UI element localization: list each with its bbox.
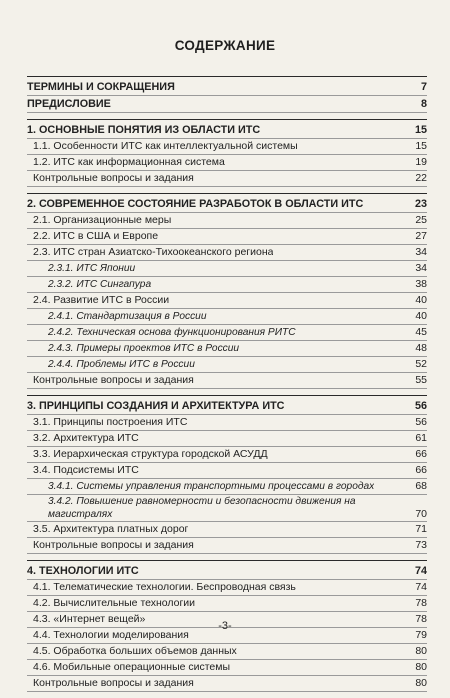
toc-entry-title: 4.5. Обработка больших объемов данных xyxy=(33,645,237,657)
toc-entry-page: 74 xyxy=(414,565,427,577)
toc-entry-title: 1.1. Особенности ИТС как интеллектуальной системы xyxy=(33,140,298,152)
toc-section-entry[interactable] xyxy=(27,229,427,245)
toc-section-entry[interactable] xyxy=(27,447,427,463)
leader-fill xyxy=(153,288,413,289)
leader-fill xyxy=(209,320,414,321)
toc-entry-page: 70 xyxy=(415,508,427,520)
toc-entry-title: 4.1. Телематические технологии. Беспроводная связь xyxy=(33,581,296,593)
toc-entry-title: 3.4.2. Повышение равномерности и безопасности движения на магистралях xyxy=(48,496,356,520)
leader-fill xyxy=(196,182,413,183)
toc-section-entry[interactable] xyxy=(27,155,427,171)
toc-section-entry[interactable] xyxy=(27,245,427,261)
page-number: -3- xyxy=(218,620,232,632)
page-title: СОДЕРЖАНИЕ xyxy=(174,38,276,53)
toc-section-entry[interactable] xyxy=(27,463,427,479)
toc-subsection-entry[interactable] xyxy=(27,309,427,325)
toc-entry-page: 73 xyxy=(415,539,427,551)
leader-fill xyxy=(286,410,413,411)
leader-fill xyxy=(376,490,413,491)
toc-entry-title: Контрольные вопросы и задания xyxy=(33,374,194,386)
toc-entry-page: 68 xyxy=(415,480,427,492)
toc-section-entry[interactable] xyxy=(27,293,427,309)
toc-entry-title: Контрольные вопросы и задания xyxy=(33,172,194,184)
toc-entry-page: 15 xyxy=(415,140,427,152)
toc-section-entry[interactable] xyxy=(27,213,427,229)
toc-entry-page: 71 xyxy=(415,523,427,535)
toc-entry-page: 80 xyxy=(415,645,427,657)
toc-entry-title: 2.4.1. Стандартизация в России xyxy=(48,311,207,322)
toc-entry-title: 4.4. Технологии моделирования xyxy=(33,629,189,641)
toc-entry-page: 61 xyxy=(415,432,427,444)
toc-section-entry[interactable] xyxy=(27,373,427,389)
toc-subsection-entry[interactable] xyxy=(27,495,427,522)
toc-section-entry[interactable] xyxy=(27,538,427,554)
leader-fill xyxy=(270,458,414,459)
toc-chapter-entry[interactable] xyxy=(27,79,427,96)
toc-entry-title: 3.2. Архитектура ИТС xyxy=(33,432,139,444)
toc-entry-title: 2.3.2. ИТС Сингапура xyxy=(48,279,152,290)
toc-entry-page: 56 xyxy=(414,400,427,412)
toc-entry-title: Контрольные вопросы и задания xyxy=(33,539,194,551)
toc-chapter-entry[interactable] xyxy=(27,96,427,113)
leader-fill xyxy=(196,549,413,550)
toc-section-entry[interactable] xyxy=(27,522,427,538)
leader-fill xyxy=(298,591,413,592)
toc-section xyxy=(27,76,427,117)
toc-entry-title: 3. ПРИНЦИПЫ СОЗДАНИЯ И АРХИТЕКТУРА ИТС xyxy=(27,400,285,412)
toc-subsection-entry[interactable] xyxy=(27,325,427,341)
leader-fill xyxy=(197,607,413,608)
leader-fill xyxy=(300,150,414,151)
toc-entry-title: 3.4.1. Системы управления транспортными процессами в городах xyxy=(48,481,375,492)
toc-entry-page: 78 xyxy=(415,613,427,625)
toc-entry-page: 56 xyxy=(415,416,427,428)
leader-fill xyxy=(173,224,413,225)
toc-subsection-entry[interactable] xyxy=(27,341,427,357)
toc-entry-page: 34 xyxy=(415,262,427,274)
leader-fill xyxy=(196,384,413,385)
leader-fill xyxy=(275,256,413,257)
toc-entry-page: 66 xyxy=(415,464,427,476)
toc-entry-page: 55 xyxy=(415,374,427,386)
toc-entry-page: 15 xyxy=(414,124,427,136)
toc-entry-title: 3.5. Архитектура платных дорог xyxy=(33,523,189,535)
toc-entry-title: 4.3. «Интернет вещей» xyxy=(33,613,146,625)
toc-entry-title: 3.4. Подсистемы ИТС xyxy=(33,464,139,476)
toc-entry-page: 7 xyxy=(420,81,427,93)
leader-fill xyxy=(141,474,413,475)
toc-entry-title: 1.2. ИТС как информационная система xyxy=(33,156,225,168)
toc-entry-page: 52 xyxy=(415,358,427,370)
leader-fill xyxy=(196,687,413,688)
toc-chapter-entry[interactable] xyxy=(27,398,427,415)
toc-entry-page: 66 xyxy=(415,448,427,460)
toc-entry-title: 2.4.3. Примеры проектов ИТС в России xyxy=(48,343,240,354)
leader-fill xyxy=(113,108,419,109)
toc-section-entry[interactable] xyxy=(27,580,427,596)
toc-section xyxy=(27,119,427,191)
leader-fill xyxy=(239,655,414,656)
toc-entry-page: 78 xyxy=(415,597,427,609)
leader-fill xyxy=(409,517,413,518)
toc-entry-title: 1. ОСНОВНЫЕ ПОНЯТИЯ ИЗ ОБЛАСТИ ИТС xyxy=(27,124,261,136)
toc-entry-title: Контрольные вопросы и задания xyxy=(33,677,194,689)
toc-section-entry[interactable] xyxy=(27,415,427,431)
leader-fill xyxy=(137,272,413,273)
toc-section-entry[interactable] xyxy=(27,596,427,612)
toc-entry-page: 79 xyxy=(415,629,427,641)
toc-entry-title: 2.3.1. ИТС Японии xyxy=(48,263,136,274)
toc-entry-title: 2.4.4. Проблемы ИТС в России xyxy=(48,359,195,370)
toc-section-entry[interactable] xyxy=(27,431,427,447)
leader-fill xyxy=(191,639,413,640)
toc-entry-page: 22 xyxy=(415,172,427,184)
toc-entry-title: 4. ТЕХНОЛОГИИ ИТС xyxy=(27,565,139,577)
toc-entry-page: 40 xyxy=(415,294,427,306)
toc-entry-title: ПРЕДИСЛОВИЕ xyxy=(27,98,111,110)
toc-subsection-entry[interactable] xyxy=(27,357,427,373)
toc-entry-title: 2.4.2. Техническая основа функционирования РИТС xyxy=(48,327,296,338)
leader-fill xyxy=(262,134,413,135)
toc-entry-title: ТЕРМИНЫ И СОКРАЩЕНИЯ xyxy=(27,81,175,93)
toc-entry-page: 8 xyxy=(420,98,427,110)
table-of-contents xyxy=(27,76,427,698)
leader-fill xyxy=(177,91,419,92)
leader-fill xyxy=(190,533,413,534)
toc-entry-page: 27 xyxy=(415,230,427,242)
toc-chapter-entry[interactable] xyxy=(27,563,427,580)
leader-fill xyxy=(171,304,413,305)
leader-fill xyxy=(141,575,413,576)
toc-section xyxy=(27,395,427,558)
toc-entry-page: 48 xyxy=(415,342,427,354)
toc-entry-page: 25 xyxy=(415,214,427,226)
toc-entry-title: 4.2. Вычислительные технологии xyxy=(33,597,196,609)
toc-subsection-entry[interactable] xyxy=(27,277,427,293)
toc-entry-page: 45 xyxy=(415,326,427,338)
toc-entry-title: 2.1. Организационные меры xyxy=(33,214,172,226)
leader-fill xyxy=(298,336,414,337)
toc-subsection-entry[interactable] xyxy=(27,261,427,277)
toc-section-entry[interactable] xyxy=(27,171,427,187)
toc-entry-page: 80 xyxy=(415,661,427,673)
toc-section-entry[interactable] xyxy=(27,644,427,660)
toc-section-entry[interactable] xyxy=(27,676,427,692)
toc-entry-page: 23 xyxy=(414,198,427,210)
toc-entry-title: 2.4. Развитие ИТС в России xyxy=(33,294,170,306)
leader-fill xyxy=(197,368,413,369)
toc-entry-title: 4.6. Мобильные операционные системы xyxy=(33,661,231,673)
toc-entry-title: 2. СОВРЕМЕННОЕ СОСТОЯНИЕ РАЗРАБОТОК В ОБЛАСТИ ИТС xyxy=(27,198,364,210)
toc-section-entry[interactable] xyxy=(27,660,427,676)
toc-entry-page: 19 xyxy=(415,156,427,168)
leader-fill xyxy=(160,240,413,241)
toc-entry-page: 74 xyxy=(415,581,427,593)
toc-entry-page: 80 xyxy=(415,677,427,689)
toc-entry-title: 3.3. Иерархическая структура городской АСУДД xyxy=(33,448,268,460)
leader-fill xyxy=(189,426,413,427)
toc-entry-title: 2.3. ИТС стран Азиатско-Тихоокеанского региона xyxy=(33,246,274,258)
toc-section-entry[interactable] xyxy=(27,139,427,155)
toc-section xyxy=(27,193,427,393)
toc-entry-title: 3.1. Принципы построения ИТС xyxy=(33,416,188,428)
leader-fill xyxy=(365,208,413,209)
leader-fill xyxy=(232,671,413,672)
toc-subsection-entry[interactable] xyxy=(27,479,427,495)
toc-entry-page: 40 xyxy=(415,310,427,322)
toc-chapter-entry[interactable] xyxy=(27,196,427,213)
leader-fill xyxy=(227,166,413,167)
toc-chapter-entry[interactable] xyxy=(27,122,427,139)
toc-entry-page: 38 xyxy=(415,278,427,290)
toc-entry-page: 34 xyxy=(415,246,427,258)
leader-fill xyxy=(241,352,413,353)
leader-fill xyxy=(141,442,414,443)
toc-entry-title: 2.2. ИТС в США и Европе xyxy=(33,230,159,242)
